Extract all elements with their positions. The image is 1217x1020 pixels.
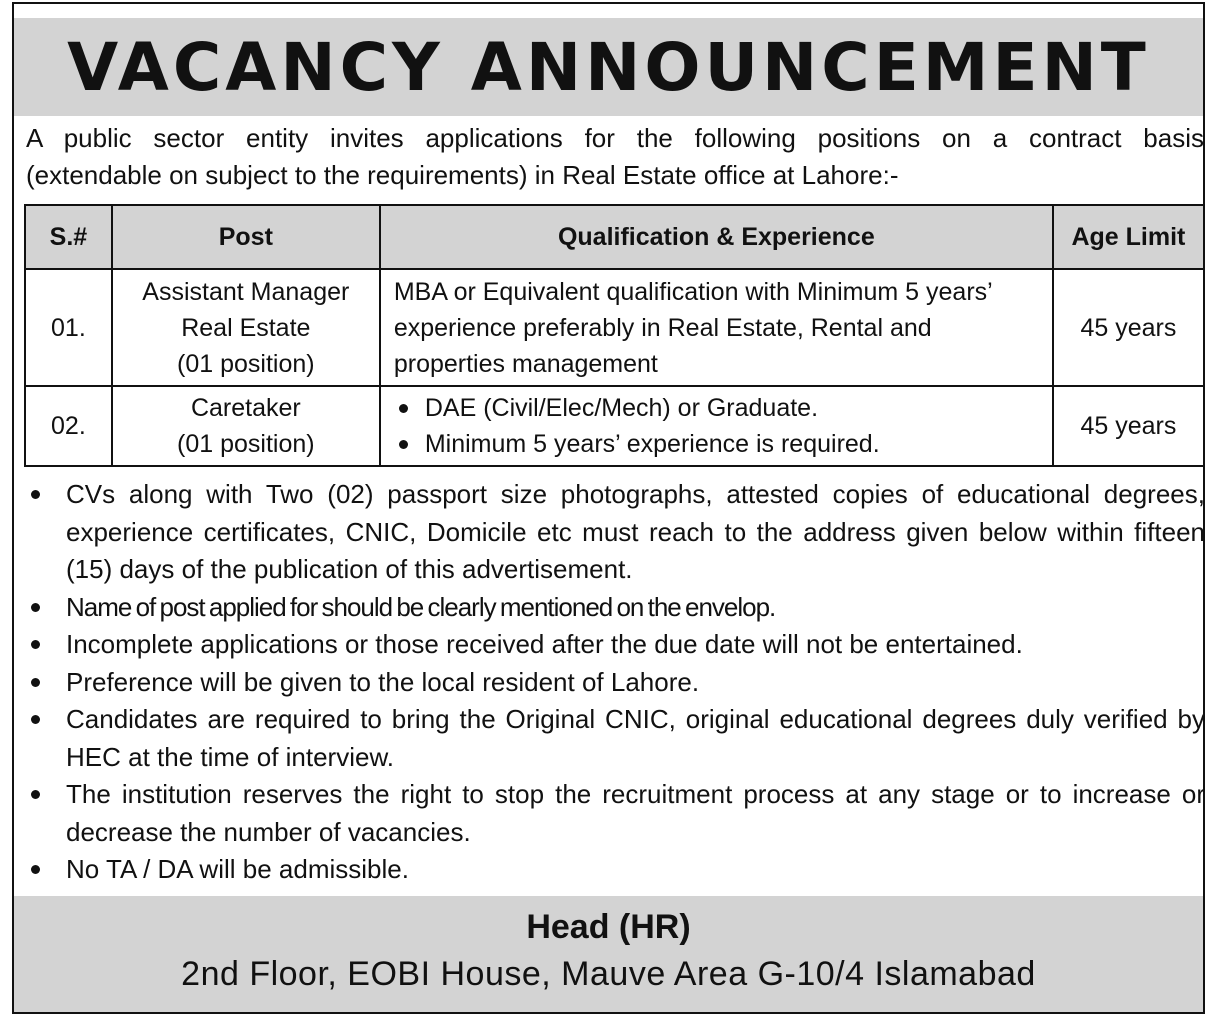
- qualification-bullet: [394, 426, 1052, 462]
- qualification-bullet-text: DAE (Civil/Elec/Mech) or Graduate.: [424, 394, 819, 422]
- instruction-text: Incomplete applications or those received after the due date will not be entertained.: [66, 629, 1023, 659]
- qualification-line: experience preferably in Real Estate, Rental and: [393, 313, 932, 342]
- bullet-icon: [31, 490, 40, 499]
- cell-post: [112, 269, 380, 386]
- post-line: Assistant Manager: [142, 277, 350, 306]
- page-title: VACANCY ANNOUNCEMENT: [67, 28, 1150, 106]
- contact-address: 2nd Floor, EOBI House, Mauve Area G-10/4 Islamabad: [181, 955, 1036, 993]
- instruction-text: Preference will be given to the local resident of Lahore.: [66, 666, 700, 697]
- header-qualification: Qualification & Experience: [380, 205, 1053, 269]
- instructions-list: [28, 476, 1205, 889]
- instruction-text: Candidates are required to bring the Original CNIC, original educational degrees duly verified by HEC at the time of interview.: [66, 704, 1205, 772]
- post-line: (01 position): [177, 430, 315, 458]
- post-line: Caretaker: [190, 394, 301, 422]
- cell-qualification: [380, 269, 1053, 386]
- bullet-icon: [31, 603, 40, 612]
- table-row: [25, 386, 1204, 466]
- cell-qualification: [380, 386, 1053, 466]
- qualification-line: properties management: [393, 349, 658, 378]
- bullet-icon: [399, 404, 408, 413]
- cell-age-limit: 45 years: [1053, 269, 1204, 386]
- post-line: (01 position): [177, 349, 315, 378]
- bullet-icon: [31, 678, 40, 687]
- cell-age-limit: 45 years: [1053, 386, 1204, 466]
- table-row: [25, 269, 1204, 386]
- list-item: [28, 701, 1205, 776]
- list-item: [28, 626, 1205, 664]
- positions-table: [24, 204, 1205, 467]
- list-item: [28, 664, 1205, 702]
- instruction-text: CVs along with Two (02) passport size photographs, attested copies of educational degrees, experience certificates, CNIC, Domicile etc must reach to the address given below within fifteen (15) days of the publication of this advertisement.: [66, 479, 1205, 584]
- post-line: Real Estate: [181, 313, 311, 342]
- bullet-icon: [399, 440, 408, 449]
- qualification-bullet: [394, 390, 1052, 426]
- list-item: [28, 851, 1205, 889]
- qualification-line: MBA or Equivalent qualification with Minimum 5 years’: [393, 277, 993, 306]
- bullet-icon: [31, 715, 40, 724]
- list-item: [28, 776, 1205, 851]
- instruction-text: The institution reserves the right to stop the recruitment process at any stage or to increase or decrease the number of vacancies.: [66, 779, 1205, 847]
- contact-footer: [14, 896, 1203, 1012]
- contact-title: Head (HR): [526, 908, 691, 946]
- bullet-icon: [31, 790, 40, 799]
- cell-post: [112, 386, 380, 466]
- list-item: [28, 476, 1205, 589]
- header-post: Post: [112, 205, 380, 269]
- instruction-text: Name of post applied for should be clearly mentioned on the envelop.: [66, 591, 776, 622]
- title-banner: [14, 18, 1203, 116]
- cell-serial-number: 01.: [25, 269, 112, 386]
- list-item: [28, 589, 1205, 627]
- qualification-bullet-text: Minimum 5 years’ experience is required.: [424, 430, 880, 458]
- intro-line-2: (extendable on subject to the requirements) in Real Estate office at Lahore:-: [26, 160, 899, 190]
- bullet-icon: [31, 640, 40, 649]
- table-header-row: [25, 205, 1204, 269]
- intro-paragraph: [26, 120, 1204, 194]
- bullet-icon: [31, 865, 40, 874]
- cell-serial-number: 02.: [25, 386, 112, 466]
- header-age-limit: Age Limit: [1053, 205, 1204, 269]
- instruction-text: No TA / DA will be admissible.: [66, 854, 409, 884]
- header-serial-number: S.#: [25, 205, 112, 269]
- intro-line-1: A public sector entity invites applications for the following positions on a contract basis: [26, 123, 1204, 153]
